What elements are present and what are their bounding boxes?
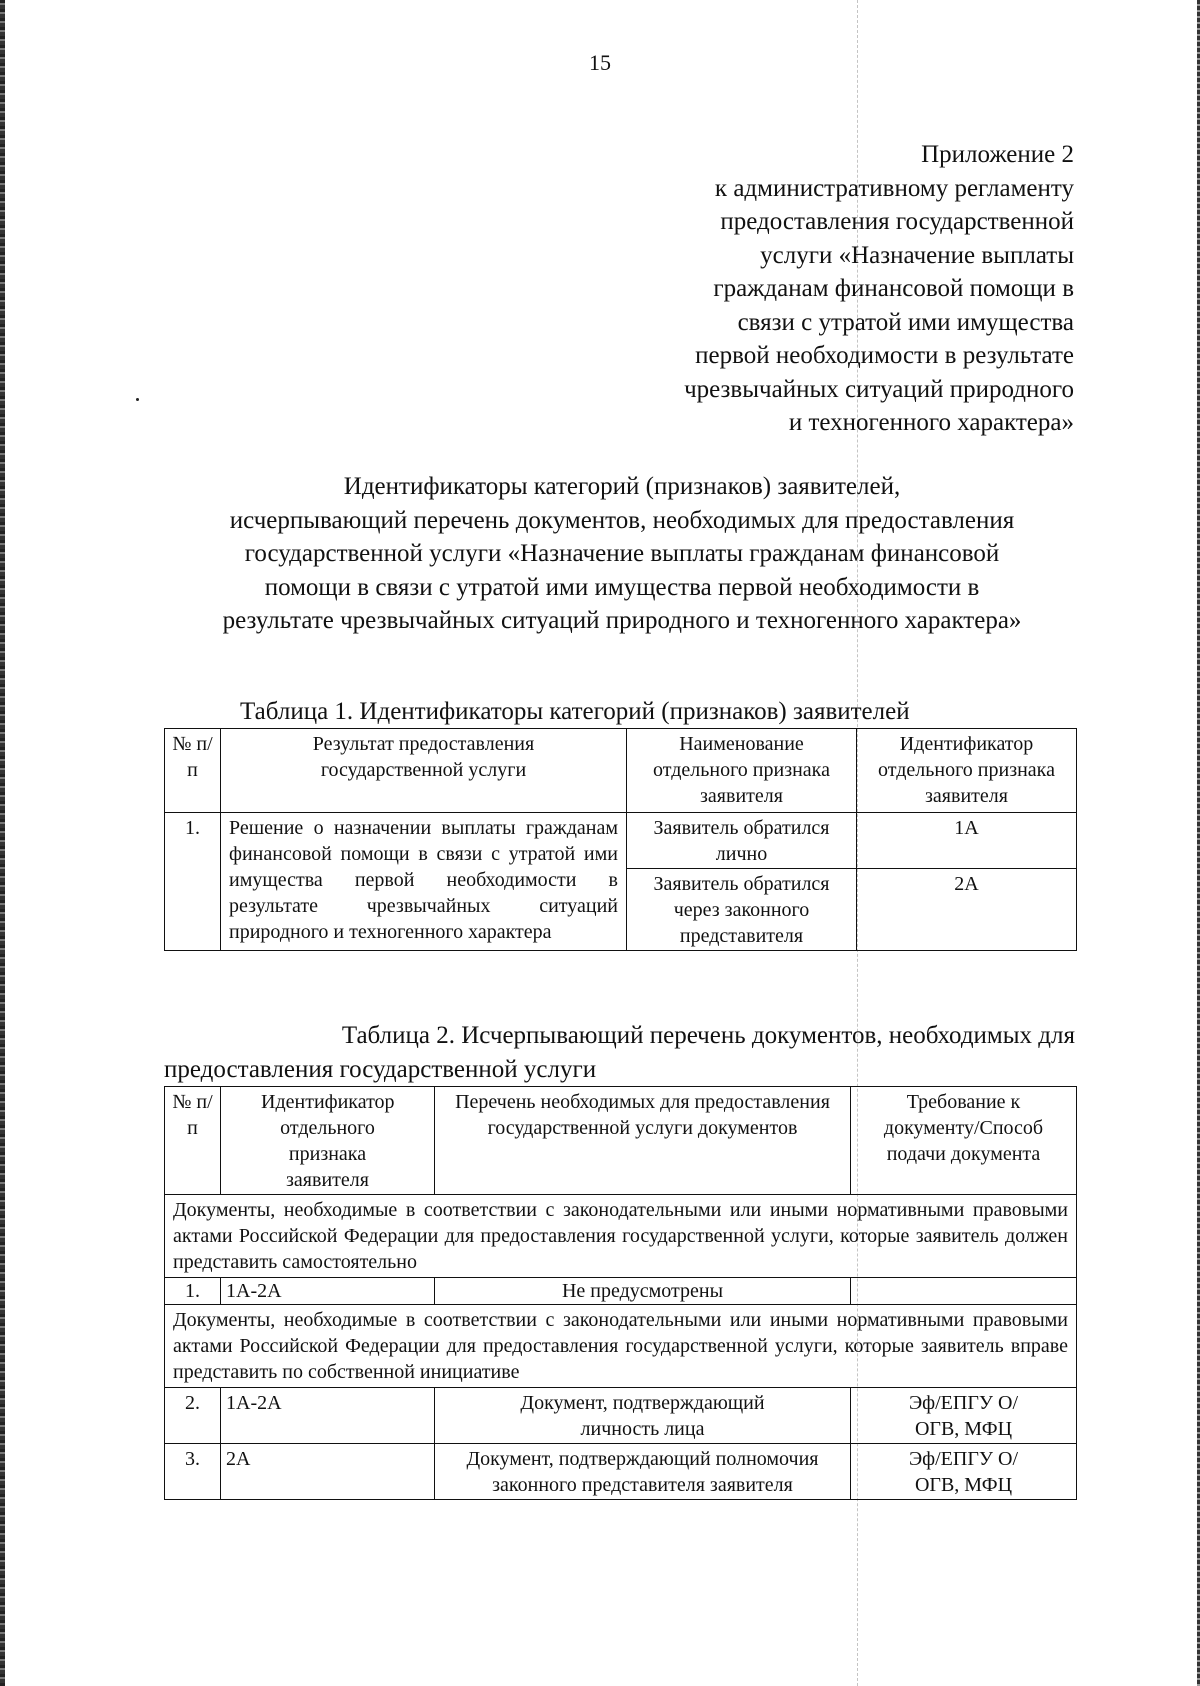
appendix-line: Приложение 2 [921, 141, 1074, 168]
appendix-block [514, 138, 1074, 440]
table2-caption-line: предоставления государственной услуги [164, 1056, 597, 1083]
document-name: Документ, подтверждающий личность лица [435, 1388, 851, 1444]
appendix-line: первой необходимости в результате [695, 342, 1074, 369]
row-number: 2. [165, 1388, 221, 1444]
row-number: 3. [165, 1444, 221, 1500]
feature-id: 2А [221, 1444, 435, 1500]
appendix-line: гражданам финансовой помощи в [713, 275, 1074, 302]
table-header-row [165, 729, 1077, 813]
scan-speck [136, 398, 139, 401]
appendix-line: чрезвычайных ситуаций природного [684, 375, 1074, 403]
appendix-line: связи с утратой ими имущества [737, 308, 1074, 336]
header-number: № п/п [165, 1087, 221, 1195]
section-optional-documents: Документы, необходимые в соответствии с законодательными или иными нормативными правовыми актами Российской Федерации для предоставления государственной услуги, которые заявитель вправе представить по собственной инициативе [165, 1305, 1077, 1388]
title-line: результате чрезвычайных ситуаций природного и техногенного характера» [222, 607, 1022, 634]
appendix-line: услуги «Назначение выплаты [760, 241, 1074, 269]
document-name: Не предусмотрены [435, 1278, 851, 1305]
row-number: 1. [165, 813, 221, 951]
page-number: 15 [589, 50, 611, 75]
section-mandatory-documents: Документы, необходимые в соответствии с законодательными или иными нормативными правовыми актами Российской Федерации для предоставления государственной услуги, которые заявитель должен представить самостоятельно [165, 1195, 1077, 1278]
table1-applicant-identifiers [164, 728, 1077, 951]
document-name: Документ, подтверждающий полномочия законного представителя заявителя [435, 1444, 851, 1500]
title-line: Идентификаторы категорий (признаков) заявителей, [343, 473, 901, 500]
table-row [165, 1388, 1077, 1444]
header-number: № п/п [165, 729, 221, 813]
scan-edge-left [0, 0, 5, 1686]
feature-name: Заявитель обратился лично [627, 813, 857, 869]
feature-name: Заявитель обратился через законного представителя [627, 869, 857, 951]
feature-id: 2А [857, 869, 1077, 951]
section-row [165, 1305, 1077, 1388]
title-line: государственной услуги «Назначение выплаты гражданам финансовой [244, 540, 1000, 567]
table2-documents-list [164, 1086, 1077, 1500]
feature-id: 1А-2А [221, 1278, 435, 1305]
header-documents: Перечень необходимых для предоставления государственной услуги документов [435, 1087, 851, 1195]
document-requirement: Эф/ЕПГУ О/ОГВ, МФЦ [851, 1444, 1077, 1500]
appendix-line: и техногенного характера» [788, 409, 1074, 436]
table2-caption [164, 1019, 1075, 1087]
feature-id: 1А [857, 813, 1077, 869]
row-number: 1. [165, 1278, 221, 1305]
section-row [165, 1195, 1077, 1278]
header-result: Результат предоставления государственной услуги [221, 729, 627, 813]
table-row [165, 1278, 1077, 1305]
header-feature-id: Идентификатор отдельного признака заявителя [221, 1087, 435, 1195]
table-header-row [165, 1087, 1077, 1195]
table-row [165, 813, 1077, 869]
document-requirement: Эф/ЕПГУ О/ОГВ, МФЦ [851, 1388, 1077, 1444]
document-title [0, 470, 1200, 638]
title-line: помощи в связи с утратой ими имущества первой необходимости в [264, 573, 980, 601]
feature-id: 1А-2А [221, 1388, 435, 1444]
table1-caption: Таблица 1. Идентификаторы категорий (признаков) заявителей [240, 698, 910, 725]
table-row [165, 1444, 1077, 1500]
service-result: Решение о назначении выплаты гражданам финансовой помощи в связи с утратой ими имущества первой необходимости в результате чрезвычайных ситуаций природного и техногенного характера [221, 813, 627, 951]
appendix-line: предоставления государственной [720, 208, 1074, 235]
header-feature-name: Наименование отдельного признака заявителя [627, 729, 857, 813]
table2-caption-line: Таблица 2. Исчерпывающий перечень документов, необходимых для [341, 1022, 1075, 1049]
appendix-line: к административному регламенту [714, 174, 1074, 202]
document-requirement [851, 1278, 1077, 1305]
title-line: исчерпывающий перечень документов, необходимых для предоставления [229, 506, 1015, 534]
header-feature-id: Идентификатор отдельного признака заявителя [857, 729, 1077, 813]
header-requirement: Требование к документу/Способ подачи документа [851, 1087, 1077, 1195]
